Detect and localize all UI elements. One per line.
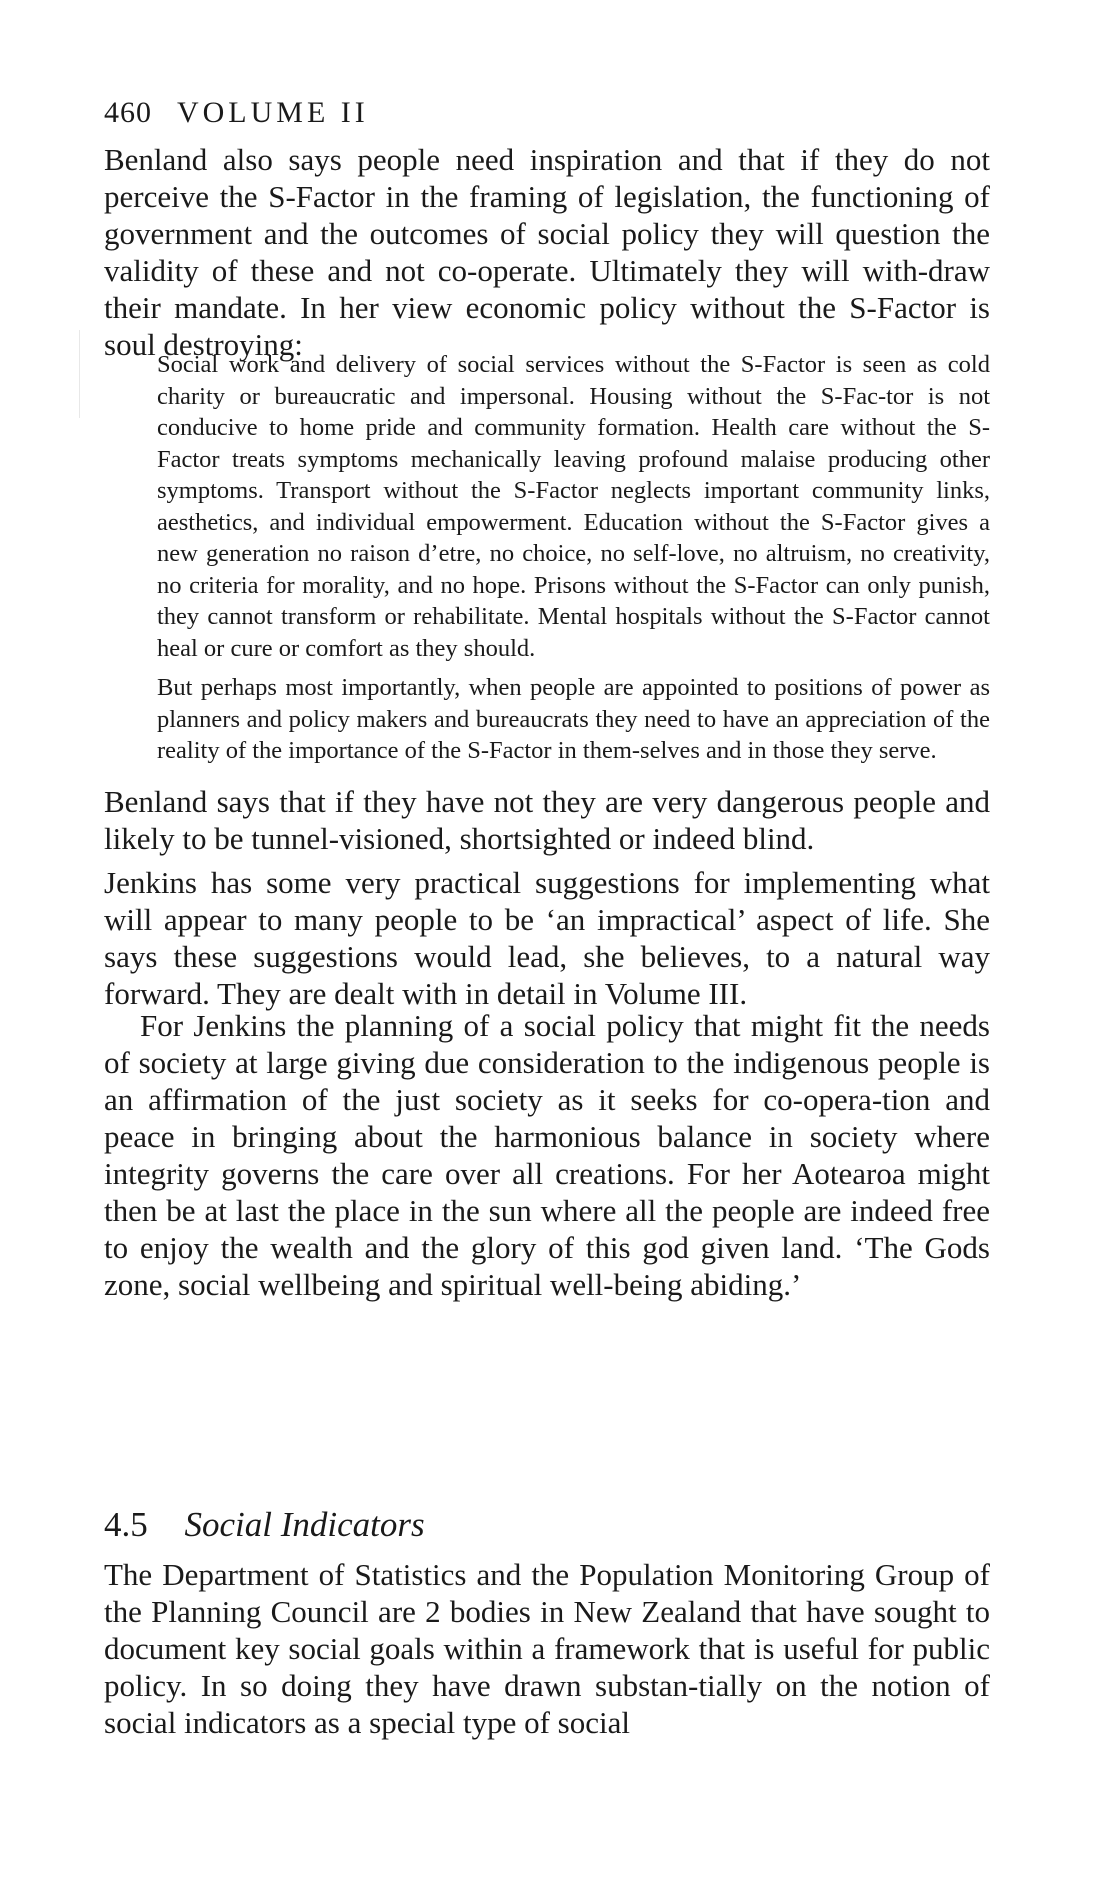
jenkins-planning-block — [104, 1007, 990, 1303]
page-number: 460 — [104, 96, 152, 129]
margin-mark — [79, 330, 80, 418]
quote-paragraph-1: Social work and delivery of social services without the S-Factor is seen as cold charity or bureaucratic and impersonal. Housing without the S-Fac-tor is not conducive to home pride and community formation. Health care without the S-Factor treats symptoms mechanically leaving profound malaise producing other symptoms. Transport without the S-Factor neglects important community links, aesthetics, and individual empowerment. Education without the S-Factor gives a new generation no raison d’etre, no choice, no self-love, no altruism, no creativity, no criteria for morality, and no hope. Prisons without the S-Factor can only punish, they cannot transform or rehabilitate. Mental hospitals without the S-Factor cannot heal or cure or comfort as they should. — [157, 351, 990, 662]
block-quote — [157, 349, 990, 767]
jenkins-planning-paragraph: For Jenkins the planning of a social policy that might fit the needs of society at large giving due consideration to the indigenous people is an affirmation of the just society as it seeks for co-opera-tion and peace in bringing about the harmonious balance in society where integrity governs the care over all creations. For her Aotearoa might then be at last the place in the sun where all the people are indeed free to enjoy the wealth and the glory of this god given land. ‘The Gods zone, social wellbeing and spiritual well-being abiding.’ — [104, 1008, 990, 1302]
after-quote-block — [104, 783, 990, 857]
after-quote-paragraph: Benland says that if they have not they are very dangerous people and likely to be tunnel-visioned, shortsighted or indeed blind. — [104, 784, 990, 856]
intro-block — [104, 141, 990, 363]
section-title: Social Indicators — [184, 1505, 425, 1544]
intro-paragraph: Benland also says people need inspiration and that if they do not perceive the S-Factor in the framing of legislation, the functioning of government and the outcomes of social policy they will question the validity of these and not co-operate. Ultimately they will with-draw their mandate. In her view economic policy without the S-Factor is soul destroying: — [104, 142, 990, 362]
quote-paragraph-2: But perhaps most importantly, when people are appointed to positions of power as planners and policy makers and bureaucrats they need to have an appreciation of the reality of the importance of the S-Factor in them-selves and in those they serve. — [157, 674, 990, 764]
section-paragraph: The Department of Statistics and the Population Monitoring Group of the Planning Council are 2 bodies in New Zealand that have sought to document key social goals within a framework that is useful for public policy. In so doing they have drawn substan-tially on the notion of social indicators as a special type of social — [104, 1557, 990, 1740]
section-heading — [104, 1505, 425, 1545]
jenkins-block — [104, 864, 990, 1012]
jenkins-paragraph: Jenkins has some very practical suggestions for implementing what will appear to many people to be ‘an impractical’ aspect of life. She says these suggestions would lead, she believes, to a natural way forward. They are dealt with in detail in Volume III. — [104, 865, 990, 1011]
running-head — [104, 96, 369, 130]
volume-label: VOLUME II — [176, 96, 369, 129]
section-block — [104, 1556, 990, 1741]
section-number: 4.5 — [104, 1505, 148, 1544]
